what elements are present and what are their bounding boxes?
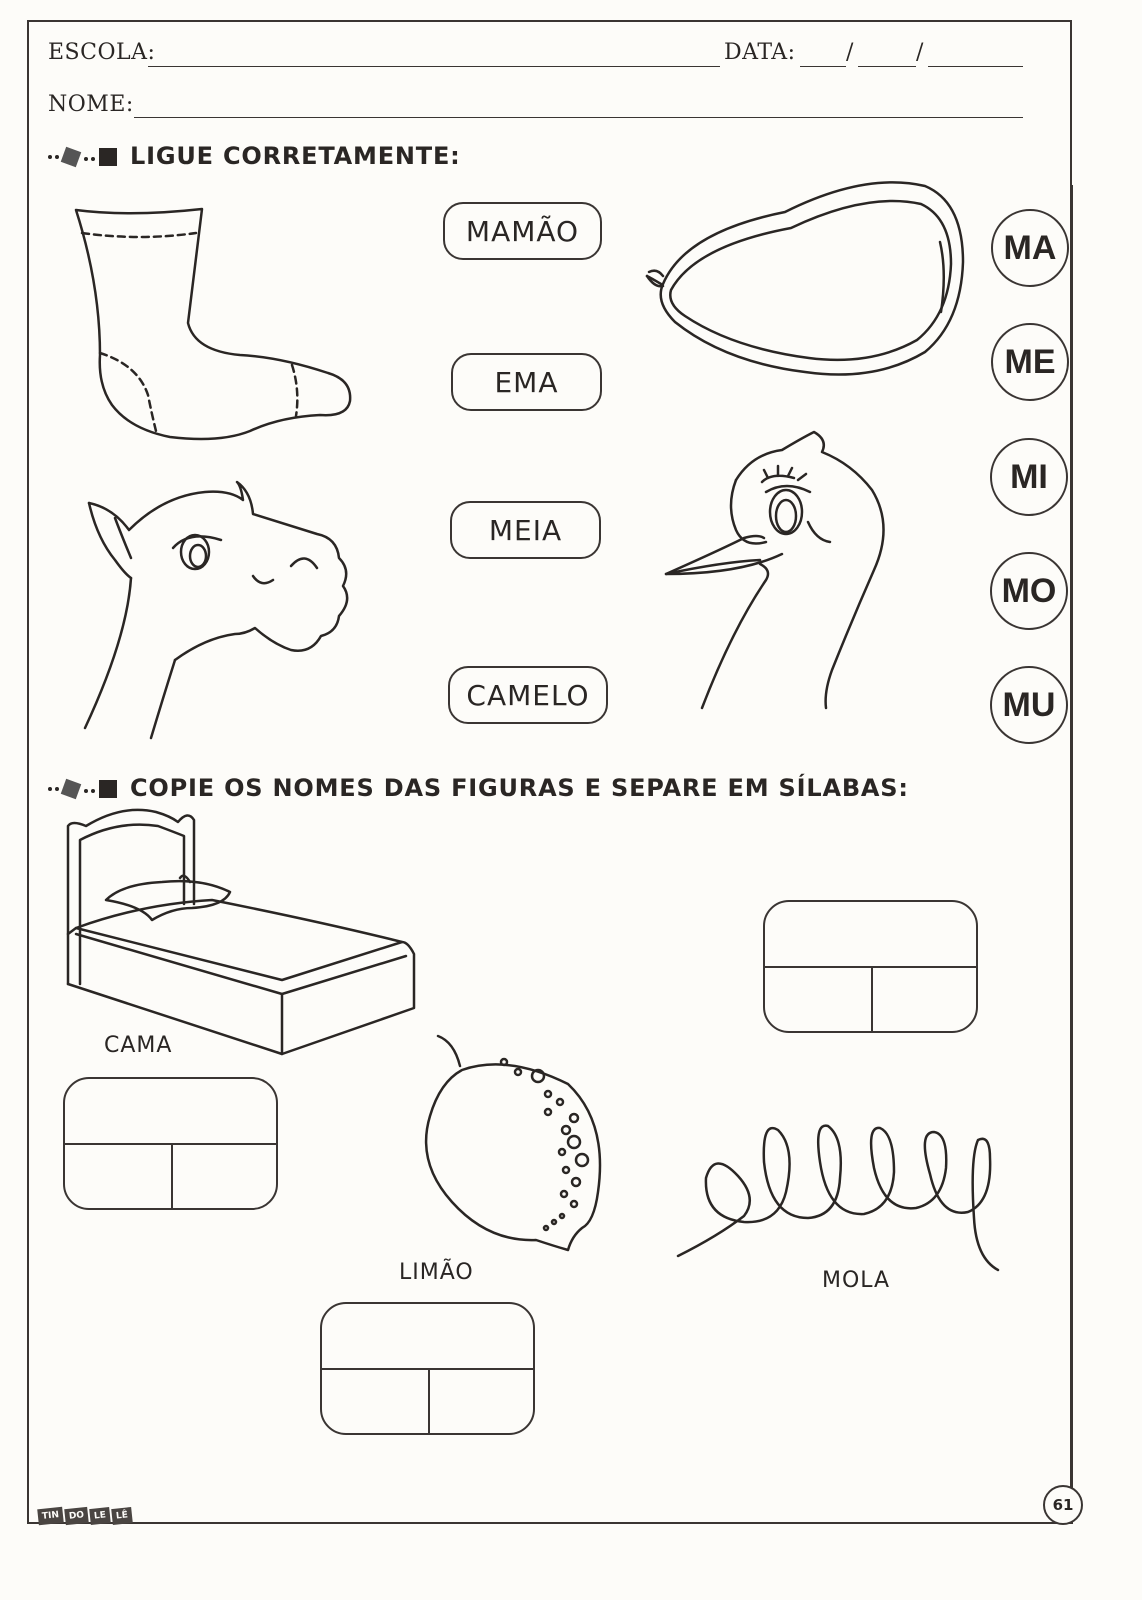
syllable-circle-me[interactable]: ME [991, 323, 1069, 401]
date-month-field[interactable] [858, 66, 916, 67]
name-label: NOME: [48, 92, 134, 117]
syllable-answer-box[interactable] [63, 1077, 278, 1210]
syllable-divider [871, 966, 873, 1031]
syllable-divider [171, 1143, 173, 1208]
syllable-circle-mo[interactable]: MO [990, 552, 1068, 630]
spring-caption: MOLA [822, 1268, 891, 1293]
logo-syllable: LÊ [111, 1507, 132, 1525]
publisher-logo [38, 1508, 132, 1524]
page-number: 61 [1043, 1485, 1083, 1525]
word-card-meia[interactable]: MEIA [450, 501, 601, 559]
section1-title-row [46, 142, 461, 170]
syllable-circle-mu[interactable]: MU [990, 666, 1068, 744]
spring-picture [678, 1118, 1008, 1280]
date-separator: / [846, 40, 854, 65]
word-card-mamao[interactable]: MAMÃO [443, 202, 602, 260]
syllable-circle-mi[interactable]: MI [990, 438, 1068, 516]
logo-syllable: DO [64, 1507, 89, 1525]
word-card-ema[interactable]: EMA [451, 353, 602, 411]
section-bullet-icon [46, 145, 122, 169]
sock-picture[interactable] [70, 205, 360, 450]
syllable-connector-line [1071, 185, 1073, 1524]
syllable-answer-box[interactable] [763, 900, 978, 1033]
date-day-field[interactable] [800, 66, 846, 67]
papaya-picture[interactable] [647, 182, 963, 374]
rhea-picture[interactable] [662, 430, 902, 710]
logo-syllable: LE [89, 1507, 110, 1525]
date-year-field[interactable] [928, 66, 1023, 67]
section2-title-row [46, 774, 909, 802]
logo-syllable: TIN [37, 1507, 64, 1526]
date-separator: / [916, 40, 924, 65]
school-field[interactable] [148, 66, 720, 67]
camel-picture[interactable] [85, 478, 355, 740]
bed-picture [62, 808, 422, 1060]
section2-title: COPIE OS NOMES DAS FIGURAS E SEPARE EM SÍLABAS: [130, 774, 909, 802]
syllable-divider [428, 1368, 430, 1433]
school-label: ESCOLA: [48, 40, 156, 65]
word-card-camelo[interactable]: CAMELO [448, 666, 608, 724]
date-label: DATA: [724, 40, 796, 65]
lemon-caption: LIMÃO [399, 1260, 474, 1285]
section1-title: LIGUE CORRETAMENTE: [130, 142, 461, 170]
section-bullet-icon [46, 777, 122, 801]
lemon-picture [418, 1032, 610, 1252]
syllable-circle-ma[interactable]: MA [991, 209, 1069, 287]
bed-caption: CAMA [104, 1033, 173, 1058]
syllable-answer-box[interactable] [320, 1302, 535, 1435]
name-field[interactable] [134, 117, 1023, 118]
